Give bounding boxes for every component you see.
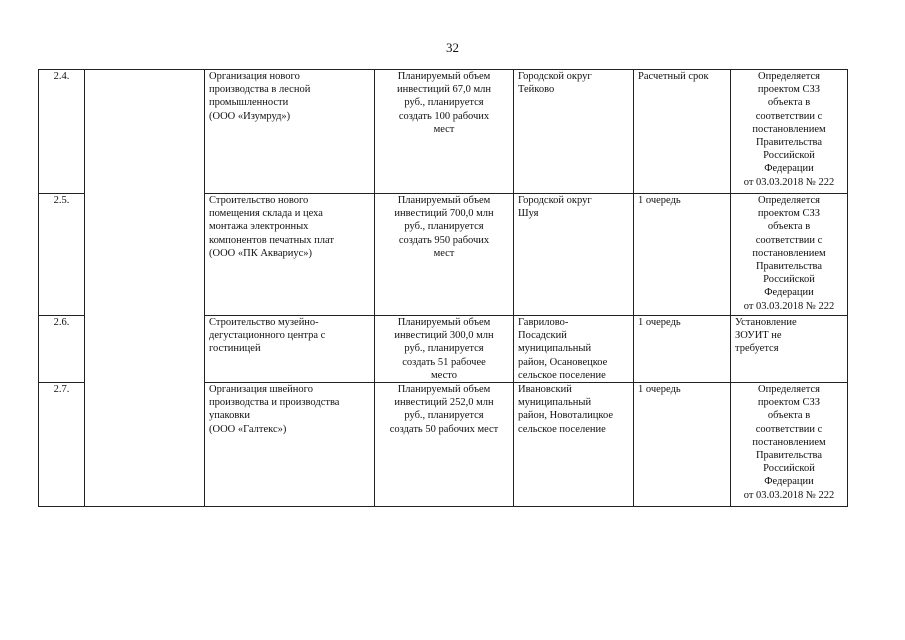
object-name-cell: Строительство нового помещения склада и цеха монтажа электронных компонентов печатных плат (ООО «ПК Аквариус») xyxy=(205,194,375,316)
investment-cell: Планируемый объем инвестиций 300,0 млн руб., планируется создать 51 рабочее место xyxy=(375,316,514,383)
merged-empty-cell xyxy=(85,70,205,507)
investment-cell: Планируемый объем инвестиций 252,0 млн руб., планируется создать 50 рабочих мест xyxy=(375,383,514,507)
location-cell: Ивановский муниципальный район, Новоталицкое сельское поселение xyxy=(514,383,634,507)
row-number: 2.4. xyxy=(39,70,85,194)
location-cell: Городской округ Тейково xyxy=(514,70,634,194)
term-cell: 1 очередь xyxy=(634,194,731,316)
object-name-cell: Организация швейного производства и производства упаковки (ООО «Галтекс») xyxy=(205,383,375,507)
object-name-cell: Строительство музейно- дегустационного центра с гостиницей xyxy=(205,316,375,383)
planning-table xyxy=(38,69,848,507)
investment-cell: Планируемый объем инвестиций 67,0 млн руб., планируется создать 100 рабочих мест xyxy=(375,70,514,194)
szz-cell: Определяется проектом СЗЗ объекта в соответствии с постановлением Правительства Российской Федерации от 03.03.2018 № 222 xyxy=(731,383,848,507)
row-number: 2.6. xyxy=(39,316,85,383)
szz-cell: Установление ЗОУИТ не требуется xyxy=(731,316,848,383)
term-cell: 1 очередь xyxy=(634,316,731,383)
szz-cell: Определяется проектом СЗЗ объекта в соответствии с постановлением Правительства Российской Федерации от 03.03.2018 № 222 xyxy=(731,70,848,194)
szz-cell: Определяется проектом СЗЗ объекта в соответствии с постановлением Правительства Российской Федерации от 03.03.2018 № 222 xyxy=(731,194,848,316)
term-cell: 1 очередь xyxy=(634,383,731,507)
location-cell: Городской округ Шуя xyxy=(514,194,634,316)
row-number: 2.7. xyxy=(39,383,85,507)
location-cell: Гаврилово- Посадский муниципальный район, Осановецкое сельское поселение xyxy=(514,316,634,383)
page-number: 32 xyxy=(446,40,459,55)
investment-cell: Планируемый объем инвестиций 700,0 млн руб., планируется создать 950 рабочих мест xyxy=(375,194,514,316)
object-name-cell: Организация нового производства в лесной промышленности (ООО «Изумруд») xyxy=(205,70,375,194)
row-number: 2.5. xyxy=(39,194,85,316)
term-cell: Расчетный срок xyxy=(634,70,731,194)
table-row xyxy=(39,70,848,194)
